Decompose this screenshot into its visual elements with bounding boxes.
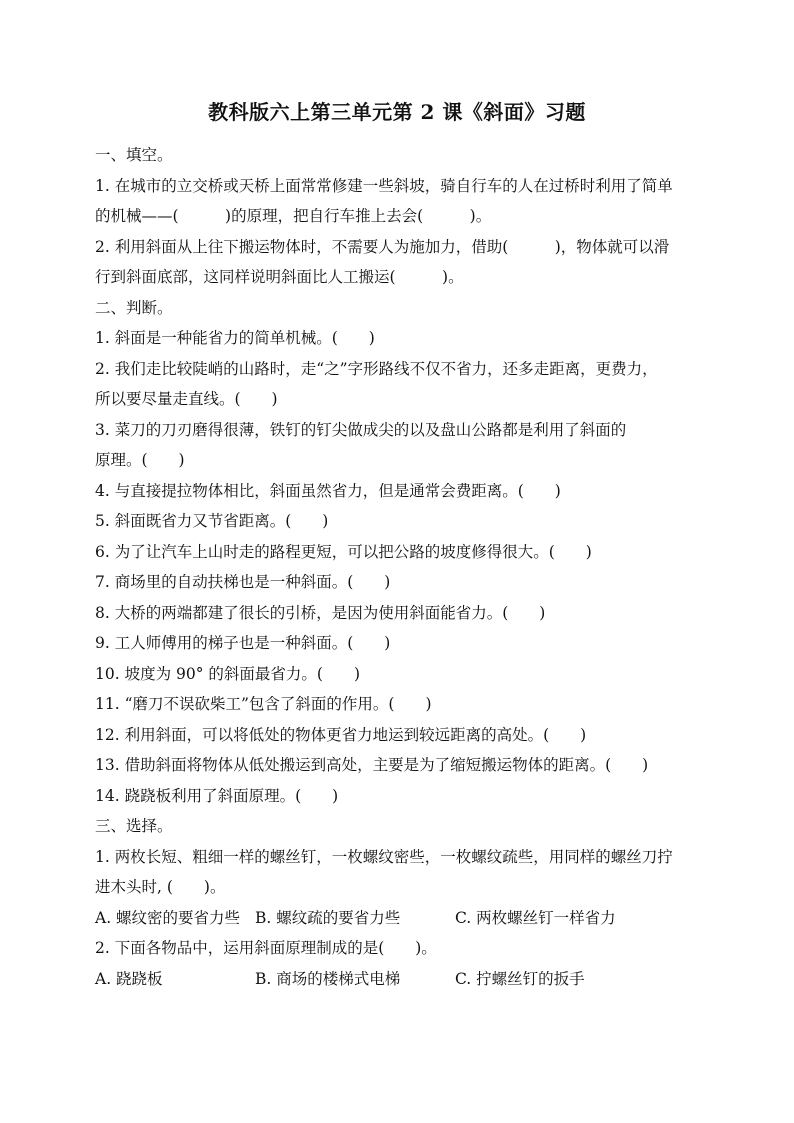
choice-options-q1 bbox=[95, 903, 705, 934]
choice-options-q2 bbox=[95, 964, 705, 995]
judge-line: 13. 借助斜面将物体从低处搬运到高处，主要是为了缩短搬运物体的距离。( ) bbox=[95, 756, 649, 774]
judge-line: 3. 菜刀的刀刃磨得很薄，铁钉的钉尖做成尖的以及盘山公路都是利用了斜面的 bbox=[95, 420, 627, 439]
fill-line: 行到斜面底部，这同样说明斜面比人工搬运( )。 bbox=[95, 268, 464, 286]
judge-line: 5. 斜面既省力又节省距离。( ) bbox=[95, 512, 329, 530]
choice-option-b: B. 螺纹疏的要省力些 bbox=[255, 908, 401, 927]
fill-line: 1. 在城市的立交桥或天桥上面常常修建一些斜坡，骑自行车的人在过桥时利用了简单 bbox=[95, 176, 673, 195]
fill-line: 2. 利用斜面从上往下搬运物体时，不需要人为施加力，借助( )，物体就可以滑 bbox=[95, 237, 670, 256]
section-heading-judge: 二、判断。 bbox=[95, 298, 173, 317]
judge-line: 所以要尽量走直线。( ) bbox=[95, 390, 278, 408]
judge-line: 4. 与直接提拉物体相比，斜面虽然省力，但是通常会费距离。( ) bbox=[95, 481, 561, 500]
choice-option-a: A. 螺纹密的要省力些 bbox=[95, 908, 241, 927]
judge-line: 6. 为了让汽车上山时走的路程更短，可以把公路的坡度修得很大。( ) bbox=[95, 542, 592, 561]
judge-line: 14. 跷跷板利用了斜面原理。( ) bbox=[95, 786, 339, 805]
page-title: 教科版六上第三单元第 2 课《斜面》习题 bbox=[208, 100, 586, 124]
choice-option-a: A. 跷跷板 bbox=[95, 969, 163, 988]
judge-line: 7. 商场里的自动扶梯也是一种斜面。( ) bbox=[95, 573, 391, 591]
judge-line: 原理。( ) bbox=[95, 451, 185, 469]
choice-option-b: B. 商场的楼梯式电梯 bbox=[255, 969, 401, 988]
judge-line: 8. 大桥的两端都建了很长的引桥，是因为使用斜面能省力。( ) bbox=[95, 603, 546, 622]
judge-line: 2. 我们走比较陡峭的山路时，走“之”字形路线不仅不省力，还多走距离，更费力， bbox=[95, 359, 658, 378]
choice-question-line: 1. 两枚长短、粗细一样的螺丝钉，一枚螺纹密些，一枚螺纹疏些，用同样的螺丝刀拧 bbox=[95, 847, 673, 866]
judge-line: 10. 坡度为 90° 的斜面最省力。( ) bbox=[95, 664, 360, 683]
judge-line: 9. 工人师傅用的梯子也是一种斜面。( ) bbox=[95, 634, 391, 652]
section-heading-fill: 一、填空。 bbox=[95, 146, 173, 164]
worksheet-content bbox=[95, 140, 705, 994]
choice-question-line: 2. 下面各物品中，运用斜面原理制成的是( )。 bbox=[95, 939, 437, 957]
section-heading-choice: 三、选择。 bbox=[95, 817, 173, 835]
choice-option-c: C. 两枚螺丝钉一样省力 bbox=[455, 908, 616, 927]
fill-line: 的机械——( )的原理，把自行车推上去会( )。 bbox=[95, 207, 492, 225]
judge-line: 12. 利用斜面，可以将低处的物体更省力地运到较远距离的高处。( ) bbox=[95, 725, 587, 744]
judge-line: 11. “磨刀不误砍柴工”包含了斜面的作用。( ) bbox=[95, 695, 432, 713]
choice-option-c: C. 拧螺丝钉的扳手 bbox=[455, 969, 585, 988]
judge-line: 1. 斜面是一种能省力的简单机械。( ) bbox=[95, 329, 375, 347]
choice-question-line: 进木头时, ( )。 bbox=[95, 878, 226, 896]
